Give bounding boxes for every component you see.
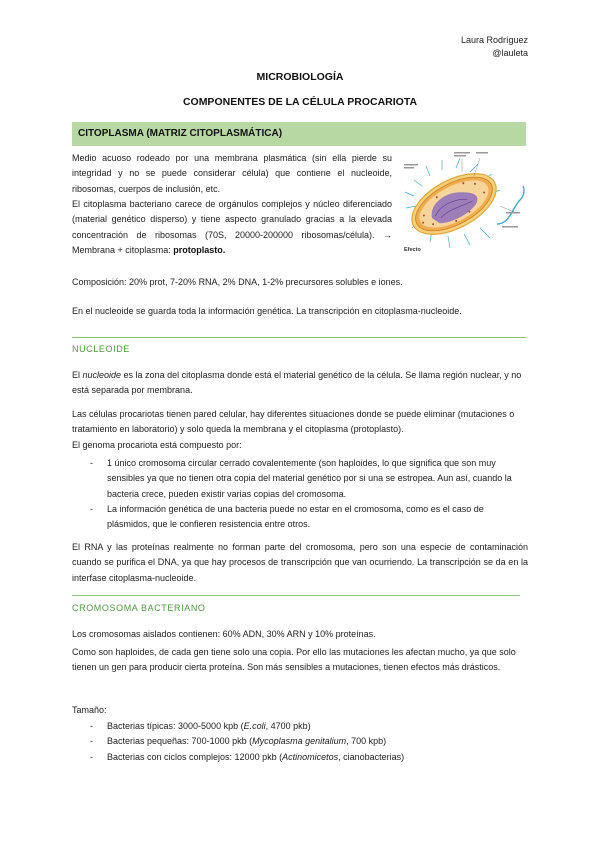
list-item (72, 750, 528, 765)
size-text: Bacterias con ciclos complejos: 12000 pkb ( (107, 751, 283, 762)
nucleoide-paragraph-2: Las células procariotas tienen pared celular, hay diferentes situaciones donde se puede eliminar (mutaciones o tratamiento en laboratorio) y solo queda la membrana y el citoplasma (protoplasto). (72, 409, 515, 435)
cromosoma-paragraph-2: Como son haploides, de cada gen tiene solo una copia. Por ello las mutaciones les afectan mucho, ya que solo tienen un gen para producir cierta proteína. Son más sensibles a mutaciones, tienen efectos más drásticos. (72, 647, 516, 673)
divider-nucleoide (72, 337, 526, 338)
page-subtitle: COMPONENTES DE LA CÉLULA PROCARIOTA (182, 96, 418, 108)
size-text: Bacterias típicas: 3000-5000 kpb ( (107, 721, 244, 731)
author-block (461, 34, 528, 60)
nucleoide-paragraph-1 (72, 368, 528, 399)
genoma-list (72, 456, 528, 532)
nucleoide-p1-pre: El (72, 370, 83, 380)
nucleoide-paragraph-4: El RNA y las proteínas realmente no forman parte del cromosoma, pero son una especie de contaminación cuando se purifica el DNA, ya que hay procesos de transcripción que van ocurriendo. La transcripción se da en la interfase citoplasma-nucleoide. (72, 542, 528, 583)
page-title: MICROBIOLOGÍA (256, 71, 344, 83)
composicion-line: Composición: 20% prot, 7-20% RNA, 2% DNA, 1-2% precursores solubles e iones. (72, 277, 403, 287)
species-name: Mycoplasma genitalium (252, 736, 347, 747)
nucleoide-p1-post: es la zona del citoplasma donde está el material genético de la célula. Se llama región nuclear, y no está separada por membrana. (72, 370, 522, 396)
author-handle: @lauleta (492, 48, 528, 58)
sizes-list (72, 719, 528, 765)
list-item (72, 734, 528, 749)
size-text: Bacterias pequeñas: 700-1000 pkb ( (107, 736, 253, 747)
size-text: , cianobacterias) (338, 751, 405, 762)
figure-credit: Efecto (404, 247, 421, 253)
citoplasma-paragraph-1: Medio acuoso rodeado por una membrana plasmática (sin ella pierde su integridad y no se puede considerar célula) que contiene el nucleoide, ribosomas, cuerpos de inclusión, etc. (72, 153, 392, 194)
nucleoide-summary-line: En el nucleoide se guarda toda la información genética. La transcripción en citoplasma-nucleoide. (72, 306, 462, 316)
size-text: , 4700 pkb) (265, 721, 311, 731)
cromosoma-paragraph-1: Los cromosomas aislados contienen: 60% ADN, 30% ARN y 10% proteínas. (72, 629, 376, 639)
list-item: - 1 único cromosoma circular cerrado covalentemente (son haploides, lo que significa que son muy sensibles ya que no tienen otra copia del material genético por si una se estropea. Aun así, cuando la bacteria crece, pueden existir varias copias del cromosoma. (72, 456, 528, 502)
citoplasma-header: CITOPLASMA (MATRIZ CITOPLASMÁTICA) (72, 122, 526, 146)
list-item: - La información genética de una bacteria puede no estar en el cromosoma, como es el caso de plásmidos, que le confieren resistencia entre otros. (72, 502, 528, 533)
cell-body (402, 161, 506, 247)
cromosoma-header: CROMOSOMA BACTERIANO (72, 603, 206, 613)
species-name: E.coli (243, 721, 266, 731)
size-text: , 700 kpb) (346, 736, 387, 747)
citoplasma-p2-text: El citoplasma bacteriano carece de orgánulos complejos y núcleo diferenciado (material genético disperso) y tiene aspecto granulado gracias a la elevada concentración de ribosomas (70S, 20000-200000 ribosomas/célula). → Membrana + citoplasma: (72, 199, 392, 255)
nucleoide-header: NUCLEOIDE (72, 344, 130, 354)
citoplasma-paragraph-2 (72, 197, 392, 258)
author-name: Laura Rodríguez (460, 35, 528, 45)
bacterium-diagram (402, 150, 526, 254)
nucleoide-paragraph-3: El genoma procariota está compuesto por: (72, 440, 242, 450)
list-item (72, 719, 528, 734)
tamano-label: Tamaño: (72, 705, 107, 715)
nucleoide-term: nucleoide (82, 370, 122, 380)
species-name: Actinomicetos (282, 751, 339, 762)
divider-cromosoma (72, 595, 520, 596)
protoplasto-term: protoplasto. (173, 244, 226, 255)
flagellum (497, 186, 524, 224)
